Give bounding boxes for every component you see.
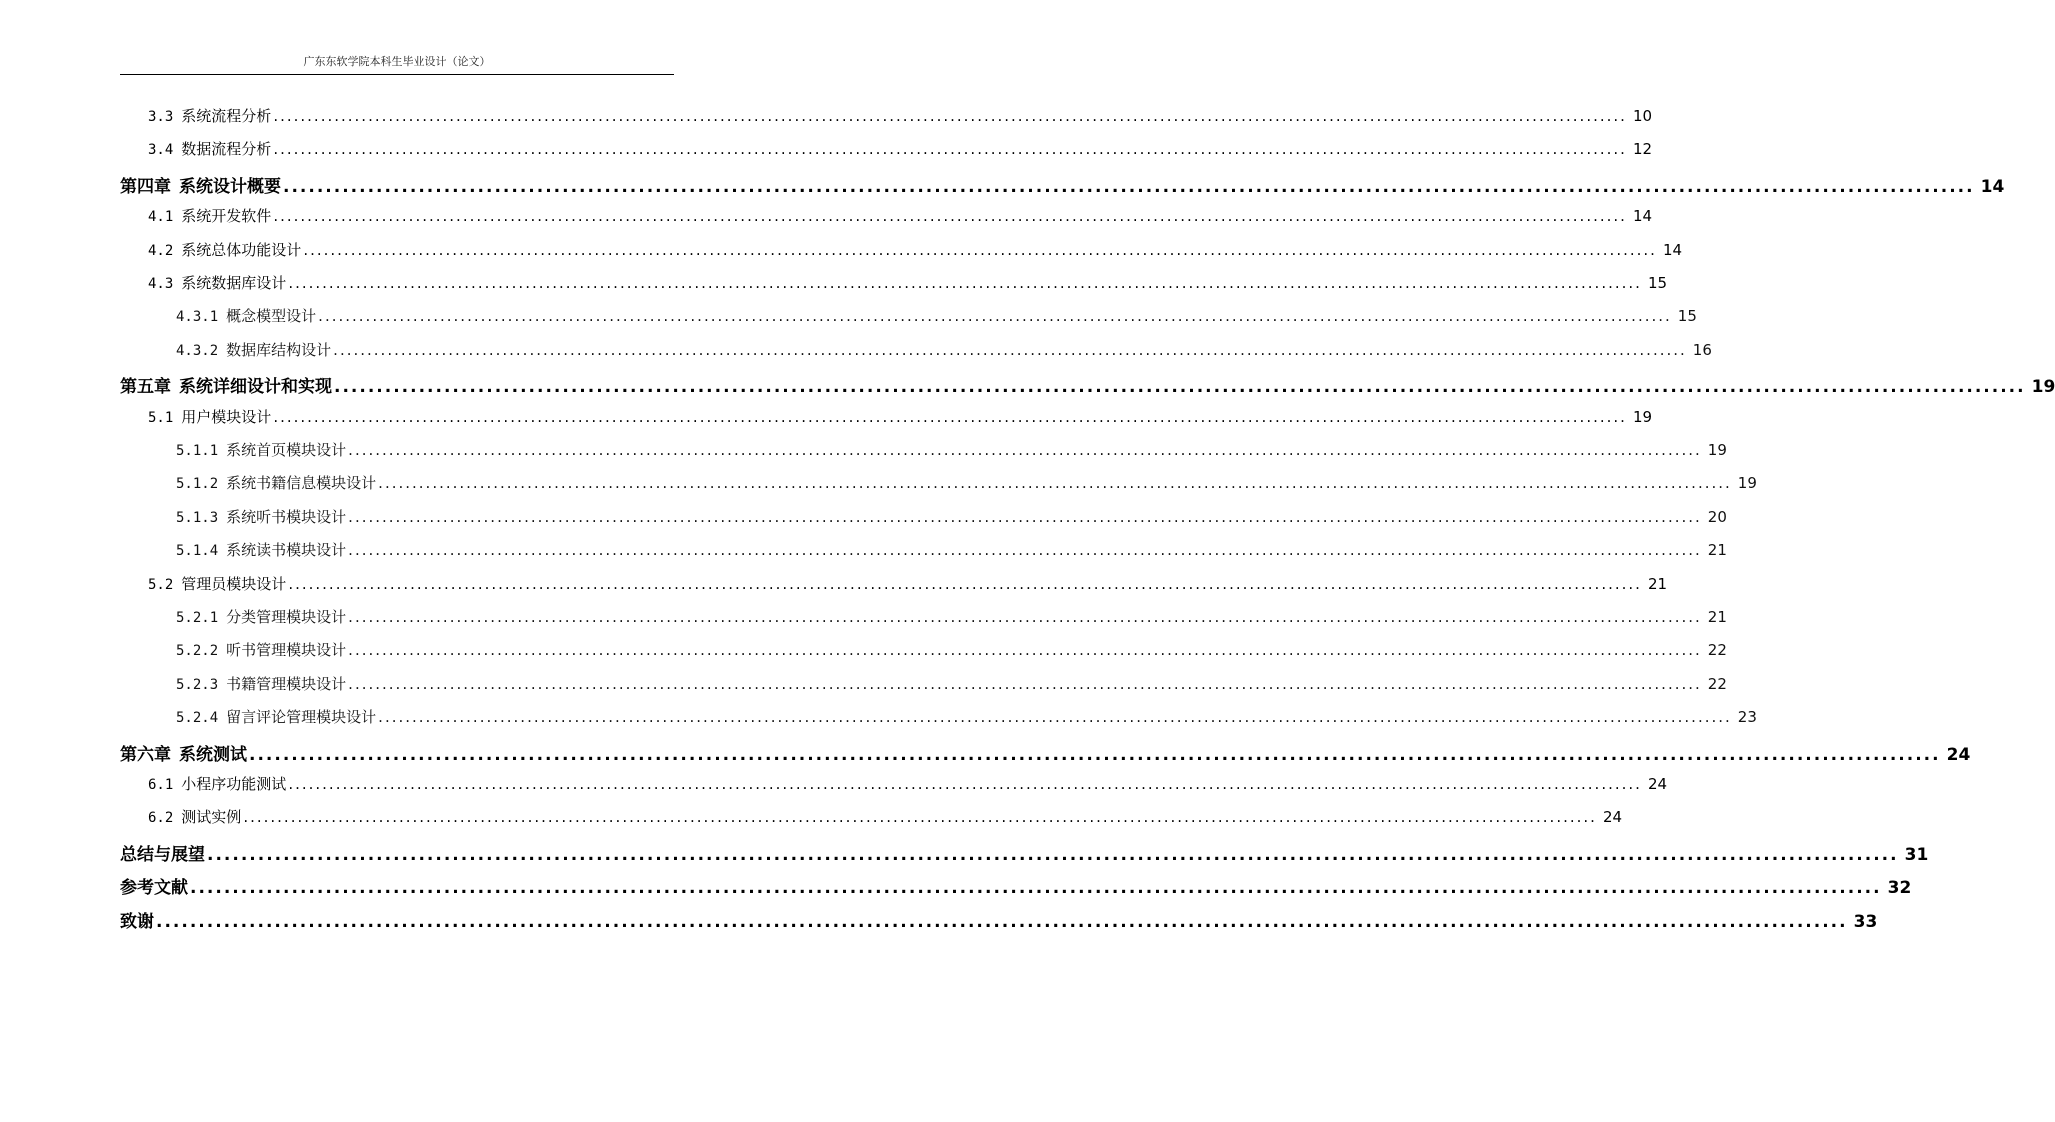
toc-entry[interactable] [148, 105, 1653, 126]
toc-entry-title: 系统首页模块设计 [226, 441, 347, 459]
toc-entry[interactable] [176, 706, 1757, 727]
toc-entry-title: 系统数据库设计 [181, 274, 287, 292]
toc-entry[interactable] [120, 873, 1912, 899]
toc-entry[interactable] [120, 740, 1971, 765]
toc-entry-label [120, 172, 283, 197]
toc-entry-page-number: 10 [1632, 107, 1653, 125]
toc-entry-number: 4.2 [148, 242, 174, 259]
toc-entry-title: 概念模型设计 [226, 307, 317, 326]
toc-leader-dots: ........................................................................................................................................................................................................ [273, 207, 1627, 226]
toc-entry-number: 5.2.3 [176, 676, 219, 693]
toc-entry-page-number: 15 [1677, 307, 1697, 326]
toc-entry-title: 用户模块设计 [181, 407, 272, 426]
toc-entry-label [176, 305, 318, 326]
toc-entry-page-number: 15 [1647, 274, 1668, 292]
toc-entry-number: 5.1.3 [176, 509, 219, 526]
toc-entry-label [176, 339, 333, 360]
toc-entry-title: 数据库结构设计 [226, 340, 332, 359]
toc-entry-title: 测试实例 [181, 808, 242, 827]
toc-entry-label [148, 806, 243, 827]
toc-leader-dots: ........................................................................................................................................................................................................ [348, 507, 1702, 526]
toc-entry-number: 6.1 [148, 777, 174, 793]
toc-entry-title: 系统设计概要 [179, 176, 281, 197]
toc-entry-page-number: 22 [1707, 674, 1727, 693]
toc-entry-title: 管理员模块设计 [181, 574, 287, 593]
toc-entry-number: 5.2.1 [176, 610, 219, 626]
toc-entry-number: 第四章 [120, 176, 171, 197]
toc-leader-dots: ........................................................................................................................................................................................................ [318, 307, 1672, 326]
toc-entry-label [148, 406, 273, 427]
toc-entry[interactable] [120, 907, 1878, 932]
toc-entry-label [120, 907, 156, 932]
toc-entry-number: 5.2 [148, 576, 174, 593]
toc-entry-page-number: 19 [1737, 474, 1757, 493]
toc-entry[interactable] [120, 840, 1929, 865]
toc-entry-title: 系统读书模块设计 [226, 541, 347, 560]
toc-leader-dots: ........................................................................................................................................................................................................ [378, 474, 1732, 493]
toc-entry[interactable] [148, 138, 1653, 159]
toc-leader-dots: ........................................................................................................................................................................................................ [288, 274, 1642, 292]
toc-leader-dots: ........................................................................................................................................................................................................ [243, 808, 1597, 827]
toc-entry-label [176, 439, 348, 460]
toc-entry-page-number: 31 [1904, 844, 1929, 865]
toc-entry-number: 4.3.1 [176, 309, 219, 326]
toc-entry-number: 6.2 [148, 810, 174, 827]
toc-entry-page-number: 16 [1692, 340, 1712, 359]
toc-entry-page-number: 24 [1602, 808, 1623, 827]
toc-entry-page-number: 21 [1707, 541, 1727, 560]
toc-entry-label [120, 740, 249, 765]
toc-entry-title: 致谢 [120, 911, 154, 932]
toc-leader-dots: ........................................................................................................................................................................................................ [348, 541, 1702, 560]
toc-leader-dots: ........................................................................................................................................................................................................ [348, 608, 1702, 626]
toc-entry-number: 5.2.2 [176, 643, 219, 660]
toc-entry-page-number: 12 [1632, 140, 1653, 159]
toc-entry-number: 3.4 [148, 142, 174, 159]
toc-entry-title: 听书管理模块设计 [226, 641, 347, 660]
toc-entry-label [148, 773, 288, 794]
toc-entry-label [148, 138, 273, 159]
toc-entry-number: 4.3.2 [176, 342, 219, 359]
toc-entry-number: 5.2.4 [176, 710, 219, 727]
toc-entry-page-number: 14 [1632, 207, 1653, 226]
toc-entry-number: 5.1.4 [176, 543, 219, 560]
toc-entry-page-number: 33 [1853, 911, 1878, 932]
toc-entry[interactable] [148, 773, 1668, 794]
toc-entry-page-number: 20 [1707, 507, 1727, 526]
toc-leader-dots: ........................................................................................................................................................................................................ [249, 744, 1941, 765]
toc-entry-title: 数据流程分析 [181, 140, 272, 159]
toc-entry[interactable] [148, 406, 1653, 427]
toc-entry-page-number: 19 [1707, 441, 1727, 459]
toc-entry-page-number: 22 [1707, 641, 1727, 660]
toc-entry-label [176, 606, 348, 627]
toc-leader-dots: ........................................................................................................................................................................................................ [156, 911, 1848, 932]
toc-entry-title: 系统测试 [179, 744, 247, 765]
toc-leader-dots: ........................................................................................................................................................................................................ [348, 674, 1702, 693]
toc-entry-title: 参考文献 [120, 878, 188, 899]
toc-entry-label [176, 673, 348, 694]
toc-entry[interactable] [176, 339, 1712, 360]
toc-entry-title: 系统流程分析 [181, 107, 272, 125]
toc-entry-label [176, 639, 348, 660]
toc-entry-title: 系统详细设计和实现 [179, 377, 332, 398]
toc-entry-title: 系统书籍信息模块设计 [226, 474, 377, 493]
toc-leader-dots: ........................................................................................................................................................................................................ [283, 176, 1975, 197]
toc-leader-dots: ........................................................................................................................................................................................................ [273, 407, 1627, 426]
toc-entry[interactable] [176, 606, 1727, 627]
toc-entry[interactable] [176, 673, 1727, 694]
toc-entry-label [176, 506, 348, 527]
toc-entry-label [120, 840, 207, 865]
toc-leader-dots: ........................................................................................................................................................................................................ [334, 377, 2026, 398]
toc-entry-number: 3.3 [148, 109, 174, 125]
toc-entry-label [176, 706, 378, 727]
toc-entry-page-number: 23 [1737, 708, 1757, 727]
toc-entry-label [176, 539, 348, 560]
toc-entry[interactable] [176, 639, 1727, 660]
toc-leader-dots: ........................................................................................................................................................................................................ [288, 574, 1642, 593]
toc-entry[interactable] [148, 205, 1653, 226]
toc-entry-label [120, 873, 190, 898]
toc-entry[interactable] [176, 506, 1727, 527]
toc-entry-number: 第六章 [120, 744, 171, 765]
toc-entry-page-number: 19 [2031, 377, 2055, 398]
toc-entry-number: 5.1.2 [176, 476, 219, 493]
toc-leader-dots: ........................................................................................................................................................................................................ [348, 641, 1702, 660]
toc-entry-label [120, 372, 334, 397]
toc-entry[interactable] [148, 573, 1668, 594]
page-header: 广东东软学院本科生毕业设计（论文） [120, 52, 674, 75]
toc-leader-dots: ........................................................................................................................................................................................................ [378, 708, 1732, 727]
toc-entry[interactable] [148, 272, 1668, 293]
toc-entry-number: 5.1.1 [176, 443, 219, 459]
toc-leader-dots: ........................................................................................................................................................................................................ [288, 775, 1642, 793]
toc-leader-dots: ........................................................................................................................................................................................................ [273, 140, 1627, 159]
toc-entry-title: 系统听书模块设计 [226, 507, 347, 526]
toc-leader-dots: ........................................................................................................................................................................................................ [348, 441, 1702, 459]
toc-entry-title: 系统开发软件 [181, 207, 272, 226]
toc-entry-page-number: 24 [1647, 775, 1668, 793]
toc-entry-number: 第五章 [120, 377, 171, 398]
toc-entry-page-number: 32 [1887, 878, 1912, 899]
toc-entry-label [176, 472, 378, 493]
toc-entry[interactable] [148, 806, 1623, 827]
toc-entry-number: 4.3 [148, 276, 174, 292]
toc-entry-title: 留言评论管理模块设计 [226, 708, 377, 727]
toc-leader-dots: ........................................................................................................................................................................................................ [333, 340, 1687, 359]
toc-leader-dots: ........................................................................................................................................................................................................ [303, 240, 1657, 259]
toc-entry-title: 小程序功能测试 [181, 775, 287, 793]
toc-entry-page-number: 21 [1707, 608, 1727, 626]
toc-entry-title: 总结与展望 [120, 844, 205, 865]
toc-entry-page-number: 14 [1662, 240, 1683, 259]
toc-entry-page-number: 19 [1632, 407, 1653, 426]
toc-entry-label [148, 239, 303, 260]
toc-entry-label [148, 272, 288, 293]
toc-entry[interactable] [120, 372, 2055, 398]
toc-entry-page-number: 14 [1980, 176, 2005, 197]
toc-entry[interactable] [148, 239, 1683, 260]
toc-entry-number: 5.1 [148, 409, 174, 426]
toc-leader-dots: ........................................................................................................................................................................................................ [207, 844, 1899, 865]
toc-entry-page-number: 21 [1647, 574, 1668, 593]
toc-entry[interactable] [176, 539, 1727, 560]
toc-entry-page-number: 24 [1946, 744, 1971, 765]
toc-entry-title: 书籍管理模块设计 [226, 674, 347, 693]
toc-leader-dots: ........................................................................................................................................................................................................ [273, 107, 1627, 125]
toc-entry-label [148, 205, 273, 226]
toc-entry-title: 分类管理模块设计 [226, 608, 347, 626]
toc-entry-title: 系统总体功能设计 [181, 240, 302, 259]
toc-entry[interactable] [176, 305, 1697, 326]
toc-entry[interactable] [120, 172, 2005, 197]
toc-entry[interactable] [176, 439, 1727, 460]
toc-entry-number: 4.1 [148, 209, 174, 226]
toc-entry-label [148, 105, 273, 126]
toc-entry-label [148, 573, 288, 594]
toc-leader-dots: ........................................................................................................................................................................................................ [190, 878, 1882, 899]
toc-entry[interactable] [176, 472, 1757, 493]
